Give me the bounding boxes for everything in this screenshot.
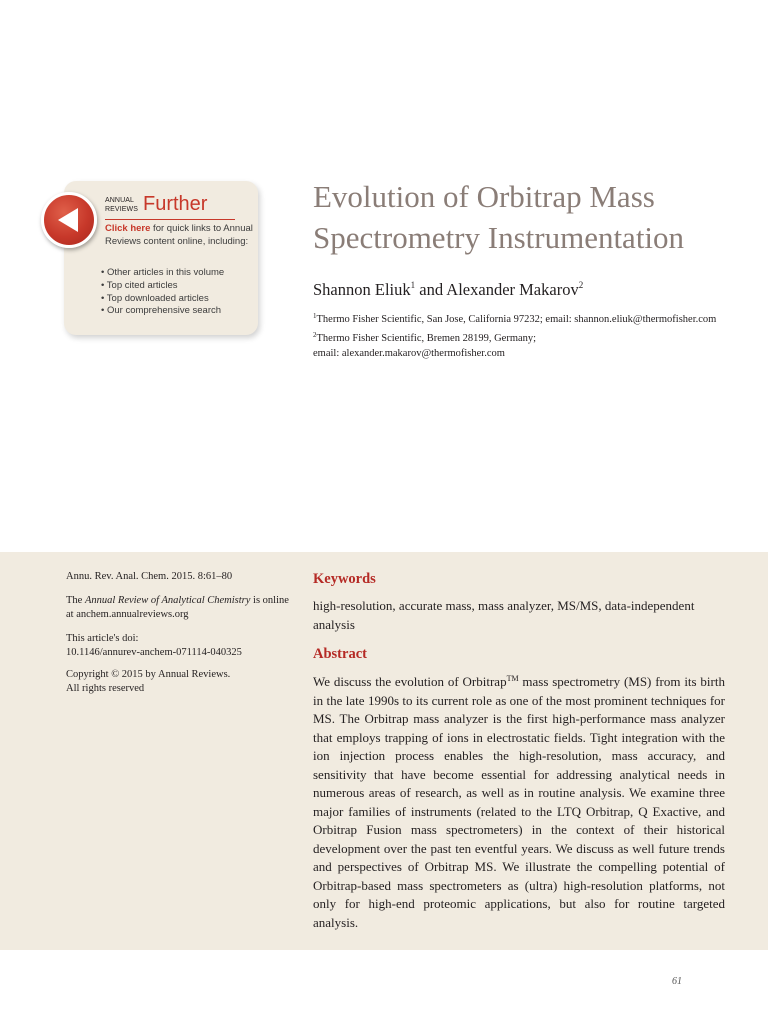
further-intro-rest: for quick links to Annual Reviews content online, including: bbox=[105, 223, 253, 247]
abstract-text bbox=[313, 670, 725, 932]
rights-text: All rights reserved bbox=[66, 683, 145, 694]
further-link-search[interactable]: • Our comprehensive search bbox=[101, 305, 222, 317]
brand-further: Further bbox=[143, 193, 208, 215]
triangle-left-icon bbox=[54, 205, 84, 235]
abstract-pre: We discuss the evolution of Orbitrap bbox=[313, 674, 507, 689]
author-makarov: Alexander Makarov bbox=[446, 280, 579, 299]
keywords-heading: Keywords bbox=[313, 571, 376, 587]
abstract-heading: Abstract bbox=[313, 646, 367, 662]
further-intro bbox=[105, 223, 253, 248]
doi-block bbox=[66, 632, 296, 660]
click-here-link[interactable]: Click here bbox=[105, 223, 151, 234]
doi-label: This article's doi: bbox=[66, 633, 139, 644]
online-note bbox=[66, 594, 296, 622]
abstract-body: mass spectrometry (MS) from its birth in the late 1990s to its current role as one of the most prominent techniques for MS. The Orbitrap mass analyzer is the first high-performance mass analyzer that employs trapping of ions in electrostatic fields. Tight integration with the ion injection process enables the high-resolution, mass accuracy, and sensitivity that have become essential for addressing analytical needs in numerous areas of research, as well as in routine analysis. We examine three major families of instruments (related to the LTQ Orbitrap, Q Exactive, and Orbitrap Fusion mass spectrometers) in the context of their historical development over the past ten eventful years. We discuss as well future trends and perspectives of Orbitrap MS. We illustrate the compelling potential of Orbitrap-based mass spectrometers as (ultra) high-resolution platforms, not only for high-end proteomic applications, but also for routine targeted analysis. bbox=[313, 674, 725, 930]
keywords-text: high-resolution, accurate mass, mass analyzer, MS/MS, data-independent analysis bbox=[313, 598, 695, 632]
affiliation-2-sup: 2 bbox=[313, 331, 317, 339]
journal-citation: Annu. Rev. Anal. Chem. 2015. 8:61–80 bbox=[66, 571, 233, 582]
back-arrow-icon[interactable] bbox=[41, 192, 97, 248]
affiliation-1-sup: 1 bbox=[313, 312, 317, 320]
trademark-sup: TM bbox=[506, 674, 519, 683]
further-link-top-cited[interactable]: • Top cited articles bbox=[101, 279, 178, 291]
page-number: 61 bbox=[672, 976, 682, 987]
further-link-other-articles[interactable]: • Other articles in this volume bbox=[101, 267, 225, 278]
article-title: Evolution of Orbitrap Mass Spectrometry Instrumentation bbox=[313, 179, 685, 255]
copyright-text: Copyright © 2015 by Annual Reviews. bbox=[66, 669, 231, 680]
author-makarov-sup: 2 bbox=[578, 280, 584, 290]
doi-value[interactable]: 10.1146/annurev-anchem-071114-040325 bbox=[66, 647, 242, 658]
affiliation-1-text: Thermo Fisher Scientific, San Jose, California 97232; email: shannon.eliuk@thermofisher.com bbox=[316, 314, 717, 325]
author-and: and bbox=[415, 280, 447, 299]
author-line bbox=[313, 280, 583, 300]
further-divider bbox=[105, 219, 235, 220]
copyright-block bbox=[66, 668, 296, 696]
further-link-top-downloaded[interactable]: • Top downloaded articles bbox=[101, 292, 209, 304]
online-pre: The bbox=[66, 595, 85, 606]
affiliation-2 bbox=[313, 328, 753, 361]
journal-name: Annual Review of Analytical Chemistry bbox=[84, 595, 251, 606]
brand-reviews: REVIEWS bbox=[105, 206, 138, 213]
brand-annual: ANNUAL bbox=[105, 197, 134, 204]
author-eliuk-sup: 1 bbox=[410, 280, 416, 290]
affiliation-2-line1: Thermo Fisher Scientific, Bremen 28199, Germany; bbox=[316, 333, 537, 344]
author-eliuk: Shannon Eliuk bbox=[313, 280, 411, 299]
further-links-list bbox=[101, 267, 255, 318]
online-post: is online at anchem.annualreviews.org bbox=[66, 595, 289, 620]
affiliation-2-line2: email: alexander.makarov@thermofisher.com bbox=[313, 348, 505, 359]
affiliation-1 bbox=[313, 309, 753, 327]
